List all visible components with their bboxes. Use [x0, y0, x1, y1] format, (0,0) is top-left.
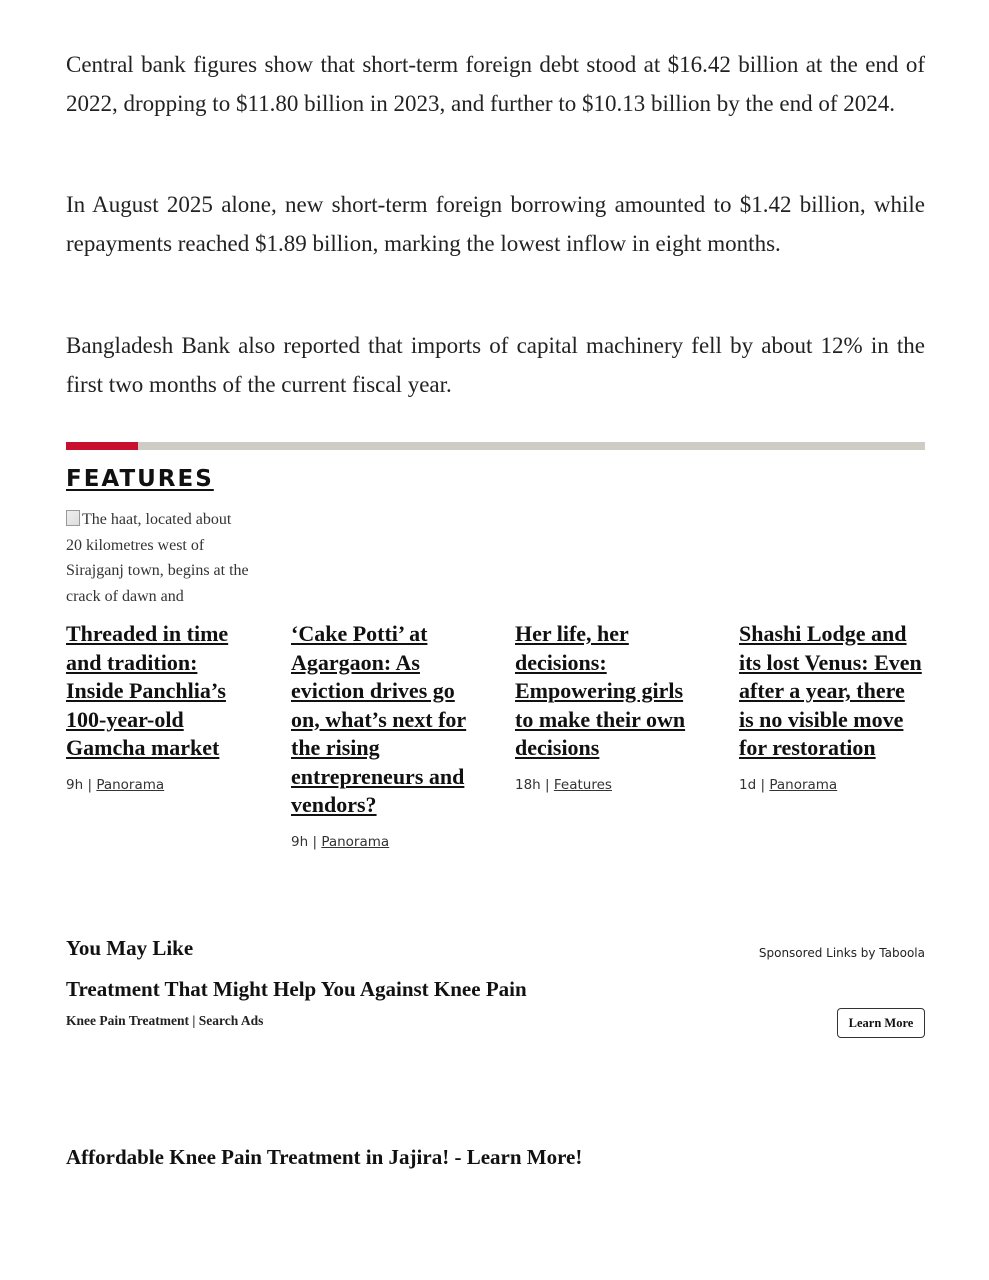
feature-card-category[interactable]: Features [553, 776, 612, 793]
meta-separator: | [312, 833, 318, 850]
lead-feature-image[interactable] [66, 507, 251, 605]
feature-card-meta [291, 834, 476, 850]
feature-card-category[interactable]: Panorama [96, 776, 165, 793]
feature-card-title[interactable]: Shashi Lodge and its lost Venus: Even after a year, there is no visible move for restoration [739, 621, 922, 760]
sponsored-ad-title[interactable]: Affordable Knee Pain Treatment in Jajira! - Learn More! [66, 1145, 583, 1169]
article-paragraph: Bangladesh Bank also reported that imports of capital machinery fell by about 12% in the first two months of the current fiscal year. [66, 333, 925, 397]
section-divider-accent [66, 442, 138, 450]
feature-card-title[interactable]: ‘Cake Potti’ at Agargaon: As eviction drives go on, what’s next for the rising entrepreneurs and vendors? [291, 621, 467, 817]
feature-card-meta [66, 777, 251, 793]
section-divider [66, 442, 925, 450]
sponsored-ad-title[interactable]: Treatment That Might Help You Against Knee Pain [66, 977, 527, 1001]
learn-more-button[interactable]: Learn More [837, 1008, 925, 1038]
sponsored-ad-source[interactable]: Knee Pain Treatment | Search Ads [66, 1013, 264, 1028]
feature-card-time: 9h [66, 776, 84, 793]
lead-feature-image-alt: The haat, located about 20 kilometres west of Sirajganj town, begins at the crack of dawn and [66, 511, 249, 605]
meta-separator: | [87, 776, 93, 793]
feature-card-time: 1d [739, 776, 757, 793]
feature-card-time: 9h [291, 833, 309, 850]
meta-separator: | [760, 776, 766, 793]
feature-card [66, 620, 251, 793]
broken-image-icon [66, 510, 80, 526]
feature-cards [66, 620, 925, 900]
article-paragraph: Central bank figures show that short-term foreign debt stood at $16.42 billion at the end of 2022, dropping to $11.80 billion in 2023, and further to $10.13 billion by the end of 2024. [66, 52, 925, 116]
feature-card [515, 620, 700, 793]
feature-card-title[interactable]: Her life, her decisions: Empowering girls to make their own decisions [515, 621, 686, 760]
features-section-title[interactable]: FEATURES [66, 466, 214, 492]
feature-card-meta [739, 777, 924, 793]
feature-card [739, 620, 924, 793]
sponsored-links-label[interactable]: Sponsored Links by Taboola [758, 946, 925, 960]
meta-separator: | [545, 776, 550, 793]
feature-card-time: 18h [515, 776, 541, 793]
article-paragraph: In August 2025 alone, new short-term foreign borrowing amounted to $1.42 billion, while repayments reached $1.89 billion, marking the lowest inflow in eight months. [66, 192, 925, 256]
you-may-like-heading: You May Like [66, 936, 194, 960]
feature-card-category[interactable]: Panorama [321, 833, 390, 850]
feature-card-meta [515, 777, 700, 793]
feature-card-title[interactable]: Threaded in time and tradition: Inside Panchlia’s 100-year-old Gamcha market [66, 621, 229, 760]
feature-card-category[interactable]: Panorama [769, 776, 838, 793]
feature-card [291, 620, 476, 850]
